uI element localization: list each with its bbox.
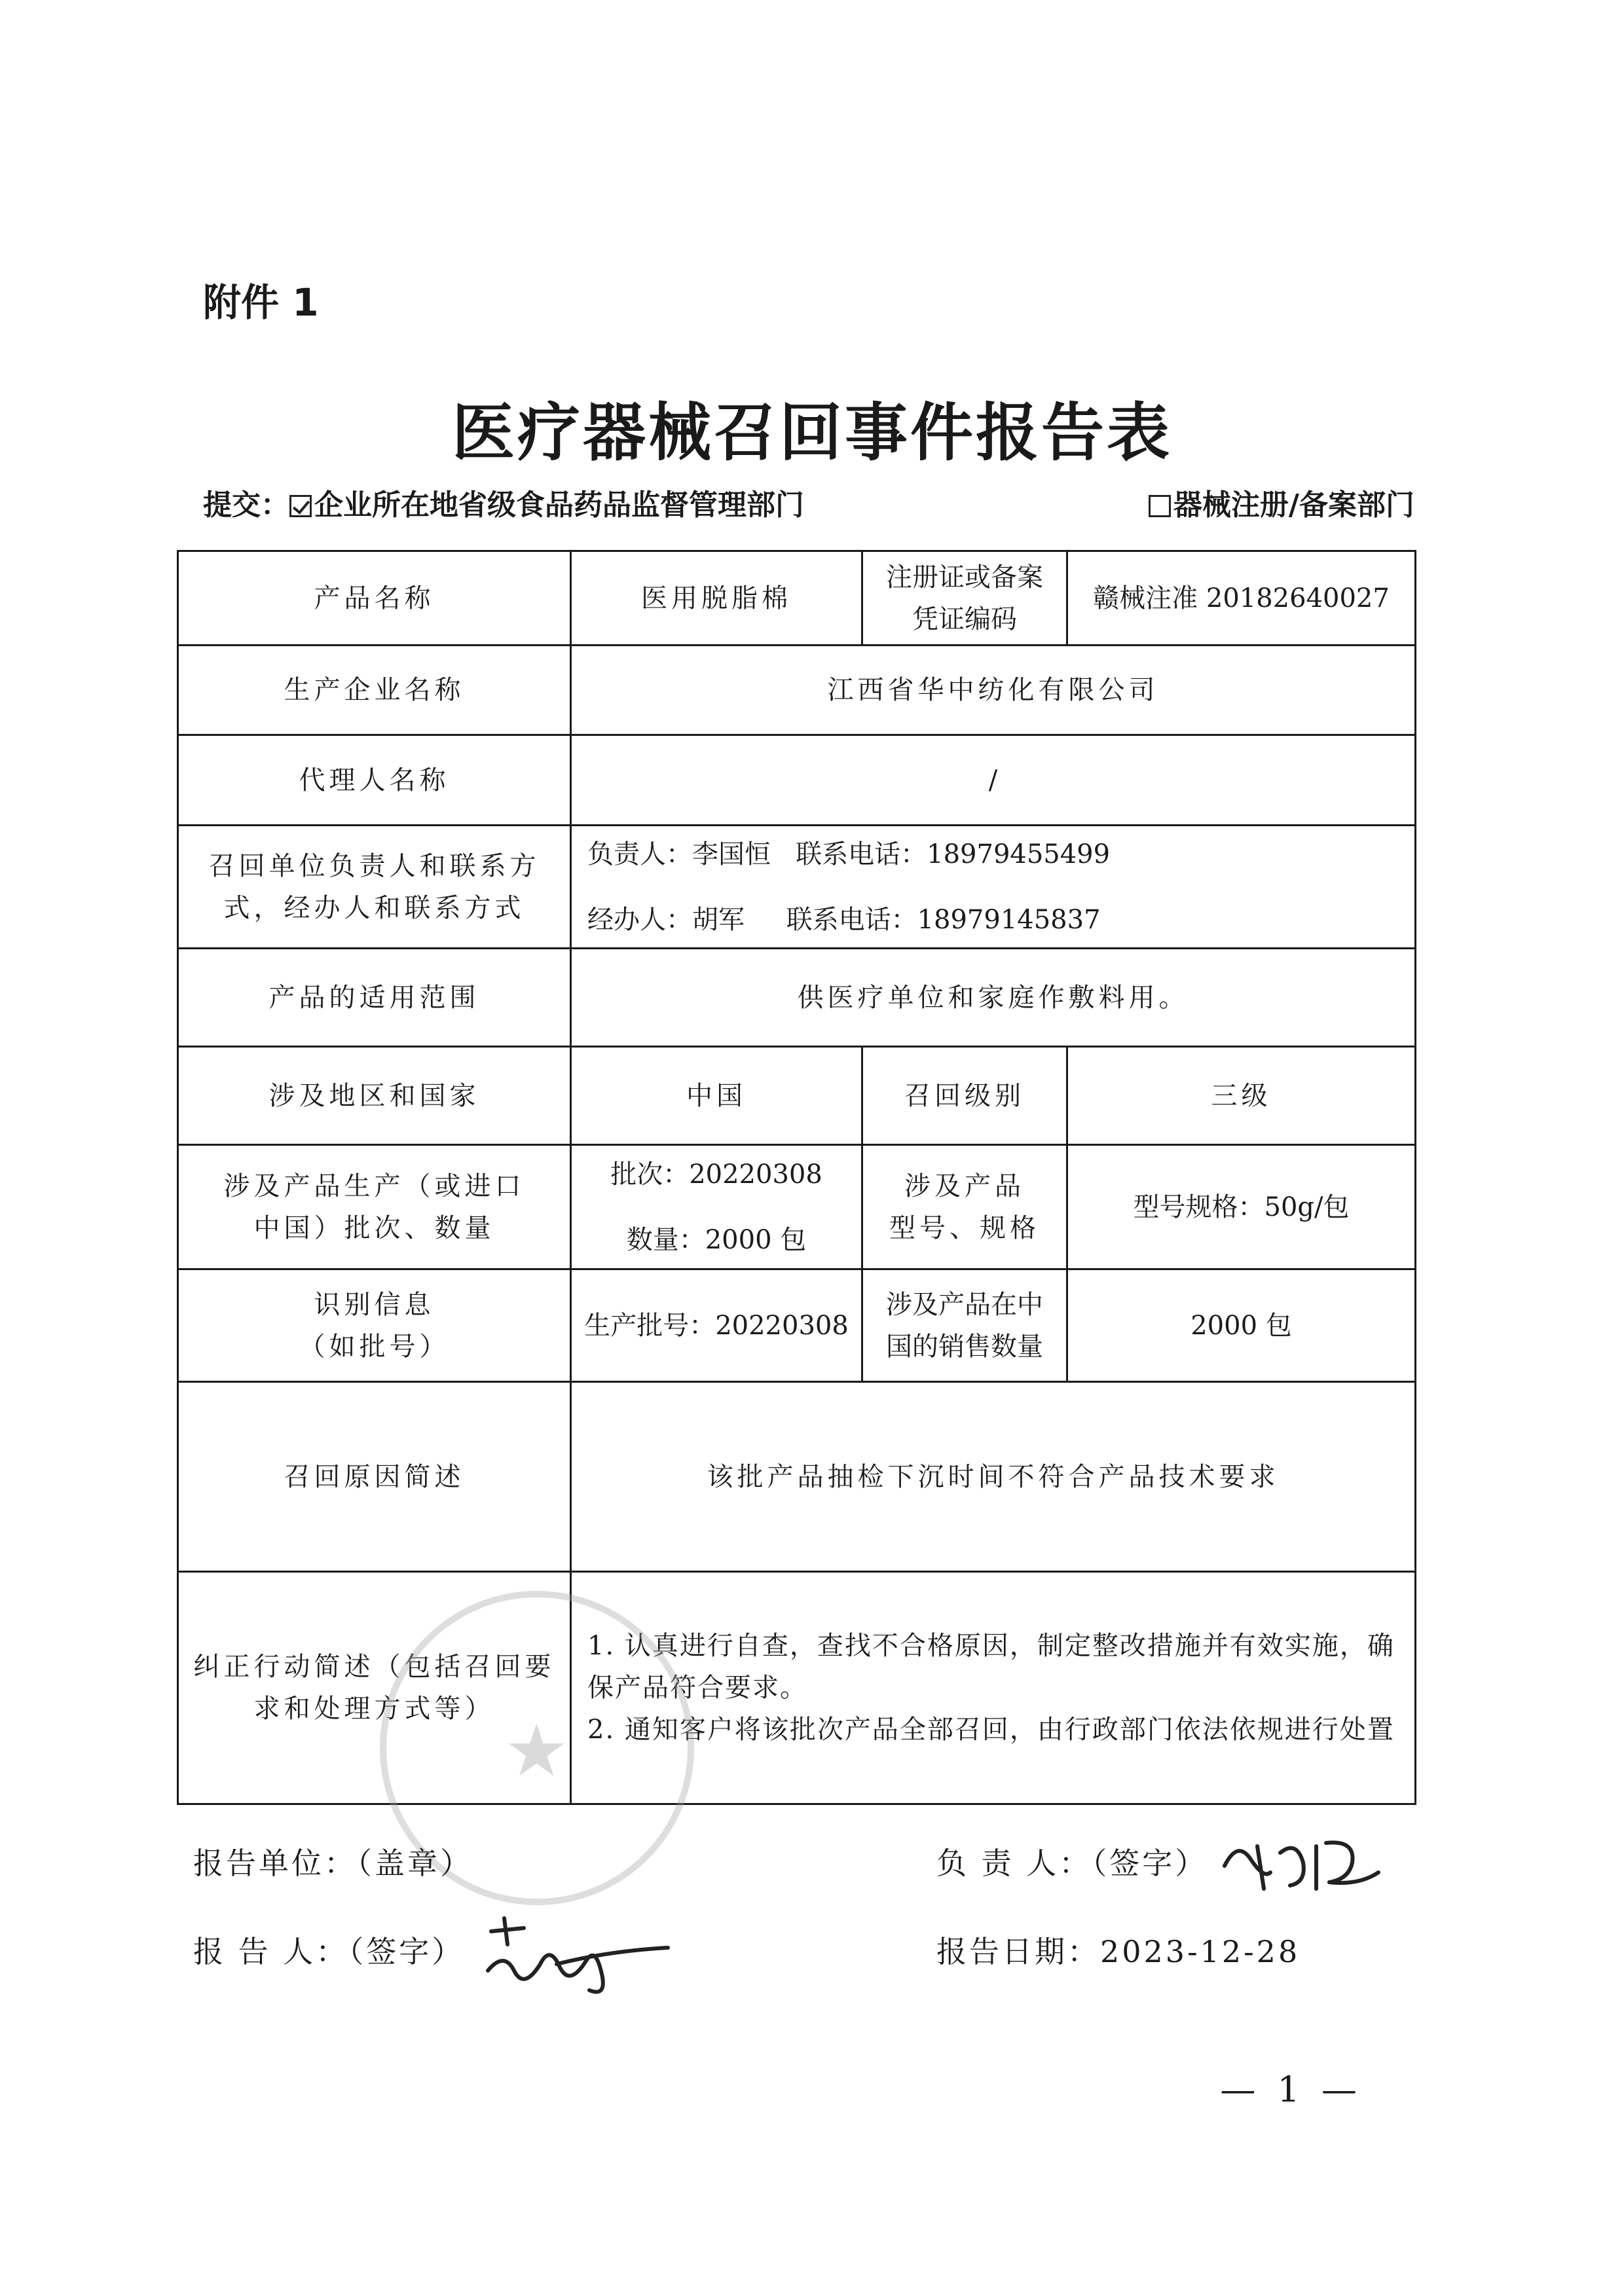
submit-option-province-label: 企业所在地省级食品药品监督管理部门 <box>314 488 804 522</box>
table-row <box>178 1382 1416 1572</box>
scope-value: 供医疗单位和家庭作敷料用。 <box>571 949 1416 1047</box>
registration-value: 赣械注准 20182640027 <box>1067 551 1416 646</box>
seal-star-icon: ★ <box>504 1709 569 1793</box>
handler-contact: 经办人：胡军 联系电话：18979145837 <box>587 904 1101 935</box>
corrective-action-label: 纠正行动简述（包括召回要 求和处理方式等） <box>178 1572 571 1804</box>
corrective-action-1: 1. 认真进行自查，查找不合格原因，制定整改措施并有效实施，确保产品符合要求。 <box>587 1631 1395 1703</box>
checked-checkbox-icon[interactable] <box>289 495 312 517</box>
unchecked-checkbox-icon[interactable] <box>1149 495 1171 517</box>
production-batch-value: 生产批号：20220308 <box>571 1269 862 1382</box>
form-title: 医疗器械召回事件报告表 <box>452 395 1172 469</box>
batch-value: 批次：20220308 数量：2000 包 <box>571 1145 862 1269</box>
reporter-signature <box>478 1905 674 2003</box>
batch-label: 涉及产品生产（或进口 中国）批次、数量 <box>178 1145 571 1269</box>
manufacturer-label: 生产企业名称 <box>178 646 571 735</box>
region-label: 涉及地区和国家 <box>178 1047 571 1145</box>
recall-level-value: 三级 <box>1067 1047 1416 1145</box>
model-value: 型号规格：50g/包 <box>1067 1145 1416 1269</box>
region-value: 中国 <box>571 1047 862 1145</box>
reason-value: 该批产品抽检下沉时间不符合产品技术要求 <box>571 1382 1416 1572</box>
submit-option-province <box>203 481 804 523</box>
responsible-person: 负 责 人：（签字） <box>936 1846 1208 1881</box>
responsible-signature <box>1218 1827 1388 1899</box>
contact-label: 召回单位负责人和联系方 式，经办人和联系方式 <box>178 826 571 949</box>
responsible-contact: 负责人：李国恒 联系电话：18979455499 <box>587 839 1111 869</box>
registration-label: 注册证或备案 凭证编码 <box>862 551 1067 646</box>
page-number: — 1 — <box>1220 2069 1362 2110</box>
submit-prefix: 提交： <box>203 488 289 522</box>
sales-label: 涉及产品在中 国的销售数量 <box>862 1269 1067 1382</box>
model-label: 涉及产品 型号、规格 <box>862 1145 1067 1269</box>
table-row <box>178 551 1416 646</box>
report-date: 报告日期：2023-12-28 <box>936 1934 1301 1969</box>
table-row <box>178 1572 1416 1804</box>
report-unit: 报告单位：（盖章） <box>193 1846 473 1881</box>
table-row <box>178 826 1416 949</box>
corrective-action-value <box>571 1572 1416 1804</box>
product-name-label: 产品名称 <box>178 551 571 646</box>
table-row <box>178 646 1416 735</box>
reporter: 报 告 人：（签字） <box>193 1934 465 1969</box>
contact-value <box>571 826 1416 949</box>
table-row <box>178 1269 1416 1382</box>
agent-value: / <box>571 735 1416 826</box>
agent-label: 代理人名称 <box>178 735 571 826</box>
report-table <box>177 550 1414 1805</box>
submit-option-registration <box>1149 481 1414 523</box>
recall-level-label: 召回级别 <box>862 1047 1067 1145</box>
submit-option-registration-label: 器械注册/备案部门 <box>1173 488 1414 522</box>
product-name-value: 医用脱脂棉 <box>571 551 862 646</box>
corrective-action-2: 2. 通知客户将该批次产品全部召回，由行政部门依法依规进行处置 <box>587 1715 1395 1745</box>
table-row <box>178 1145 1416 1269</box>
identification-label: 识别信息 （如批号） <box>178 1269 571 1382</box>
table-row <box>178 949 1416 1047</box>
attachment-label: 附件 1 <box>203 280 319 325</box>
table-row <box>178 1047 1416 1145</box>
manufacturer-value: 江西省华中纺化有限公司 <box>571 646 1416 735</box>
reason-label: 召回原因简述 <box>178 1382 571 1572</box>
sales-value: 2000 包 <box>1067 1269 1416 1382</box>
scope-label: 产品的适用范围 <box>178 949 571 1047</box>
table-row <box>178 735 1416 826</box>
